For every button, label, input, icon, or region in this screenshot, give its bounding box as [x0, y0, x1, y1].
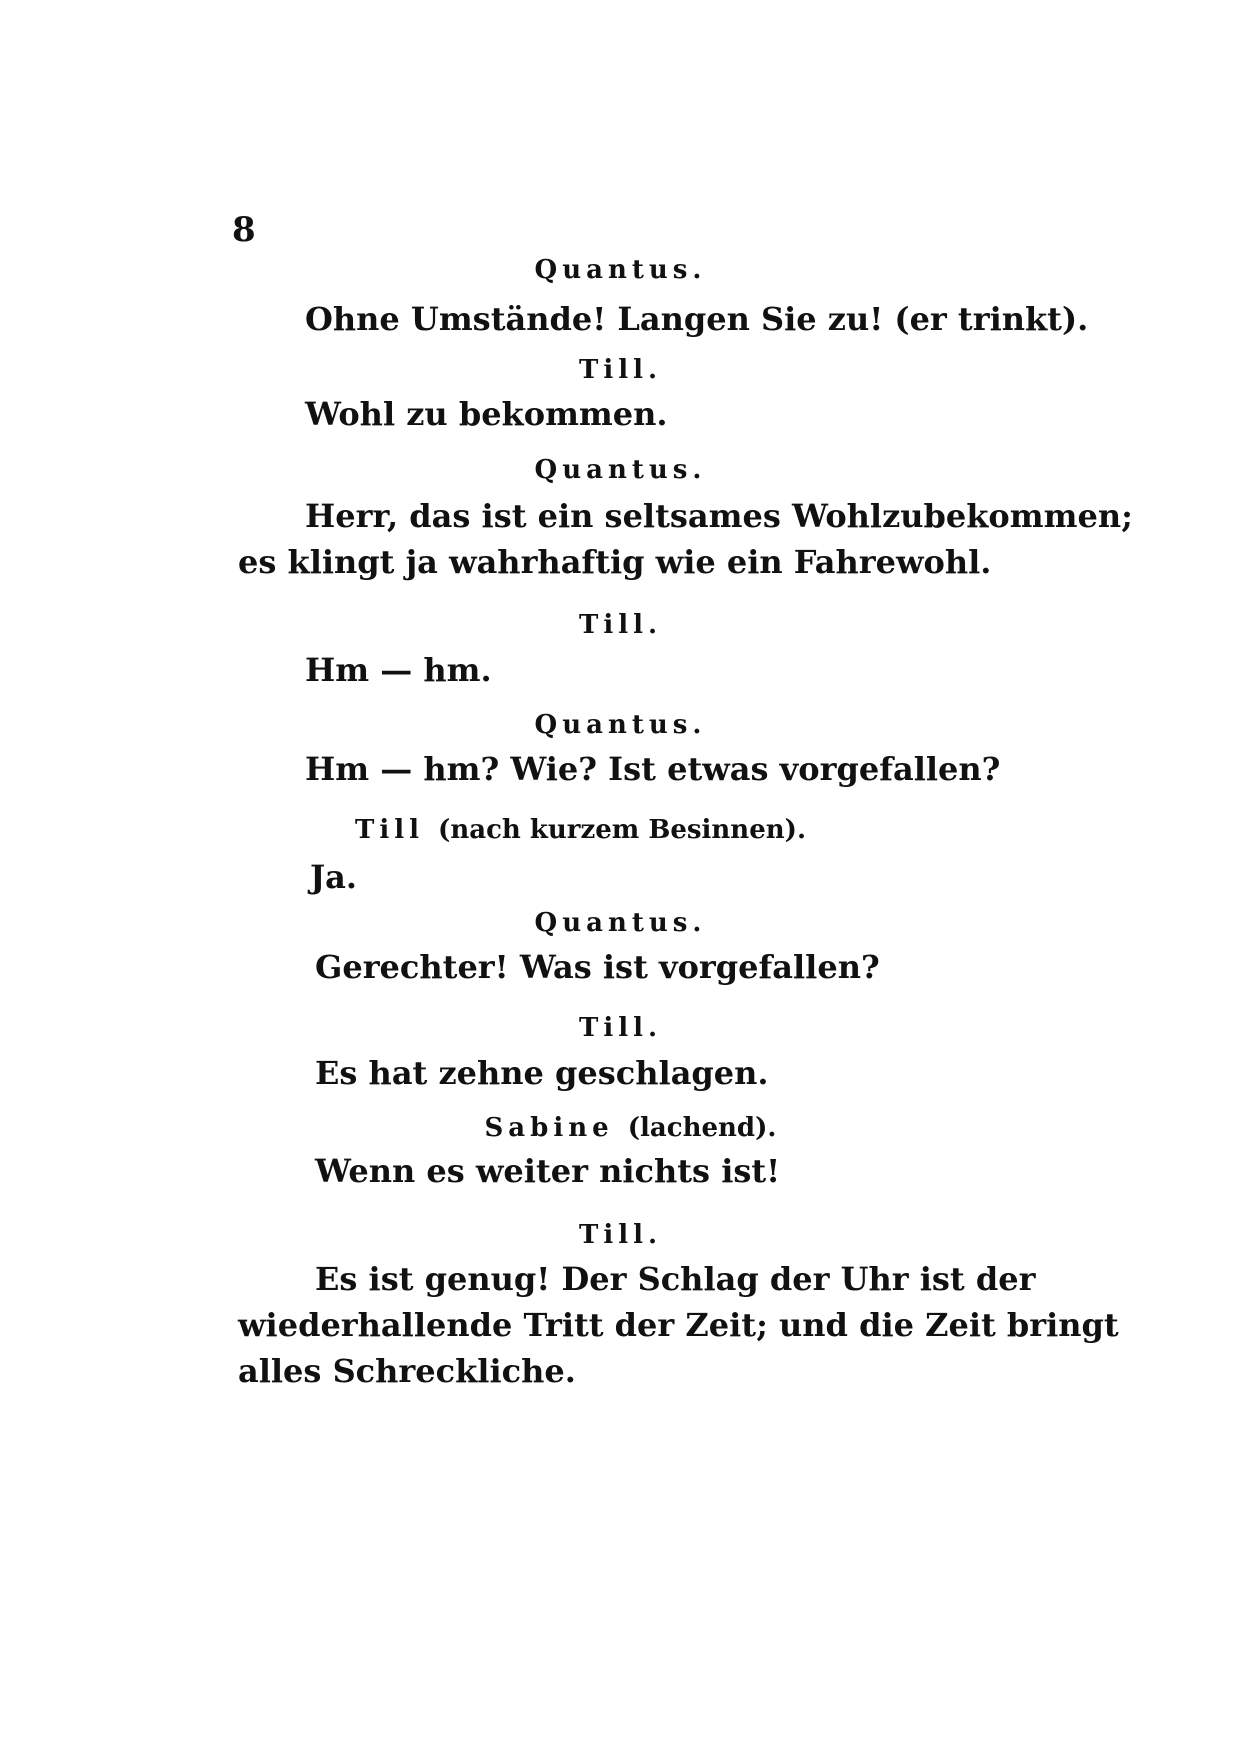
speaker-name: Quantus. [534, 710, 707, 740]
speaker-heading [0, 1220, 1241, 1250]
stage-direction: (nach kurzem Besinnen). [438, 815, 806, 845]
speaker-name: Quantus. [534, 455, 707, 485]
speaker-heading [0, 610, 1241, 640]
dialogue-line: wiederhallende Tritt der Zeit; und die Zeit bringt [238, 1306, 1119, 1344]
dialogue-line: Hm — hm? Wie? Ist etwas vorgefallen? [305, 750, 1001, 788]
dialogue-line: Wohl zu bekommen. [305, 395, 668, 433]
speaker-heading [0, 908, 1241, 938]
speaker-name: Till. [578, 1013, 663, 1043]
stage-direction: (lachend). [627, 1113, 777, 1143]
speaker-name: Till. [578, 355, 663, 385]
speaker-name: Quantus. [534, 908, 707, 938]
dialogue-line: Es hat zehne geschlagen. [315, 1054, 769, 1092]
speaker-heading [0, 255, 1241, 285]
speaker-name: Till [354, 815, 424, 845]
dialogue-line: Wenn es weiter nichts ist! [315, 1152, 781, 1190]
speaker-name: Till. [578, 1220, 663, 1250]
page-number: 8 [232, 210, 256, 250]
dialogue-line: Herr, das ist ein seltsames Wohlzubekommen; [305, 497, 1133, 535]
dialogue-line: Hm — hm. [305, 651, 492, 689]
speaker-heading [0, 815, 1201, 845]
speaker-heading [0, 1013, 1241, 1043]
dialogue-line: es klingt ja wahrhaftig wie ein Fahrewohl. [238, 543, 992, 581]
speaker-name: Till. [578, 610, 663, 640]
speaker-heading [10, 1113, 1241, 1143]
dialogue-line: Gerechter! Was ist vorgefallen? [315, 948, 880, 986]
dialogue-line: Ohne Umstände! Langen Sie zu! (er trinkt). [305, 300, 1089, 338]
dialogue-line: alles Schreckliche. [238, 1352, 576, 1390]
speaker-name: Sabine [484, 1113, 614, 1143]
speaker-heading [0, 455, 1241, 485]
dialogue-line: Ja. [310, 858, 358, 896]
speaker-name: Quantus. [534, 255, 707, 285]
speaker-heading [0, 355, 1241, 385]
speaker-heading [0, 710, 1241, 740]
dialogue-line: Es ist genug! Der Schlag der Uhr ist der [315, 1260, 1036, 1298]
